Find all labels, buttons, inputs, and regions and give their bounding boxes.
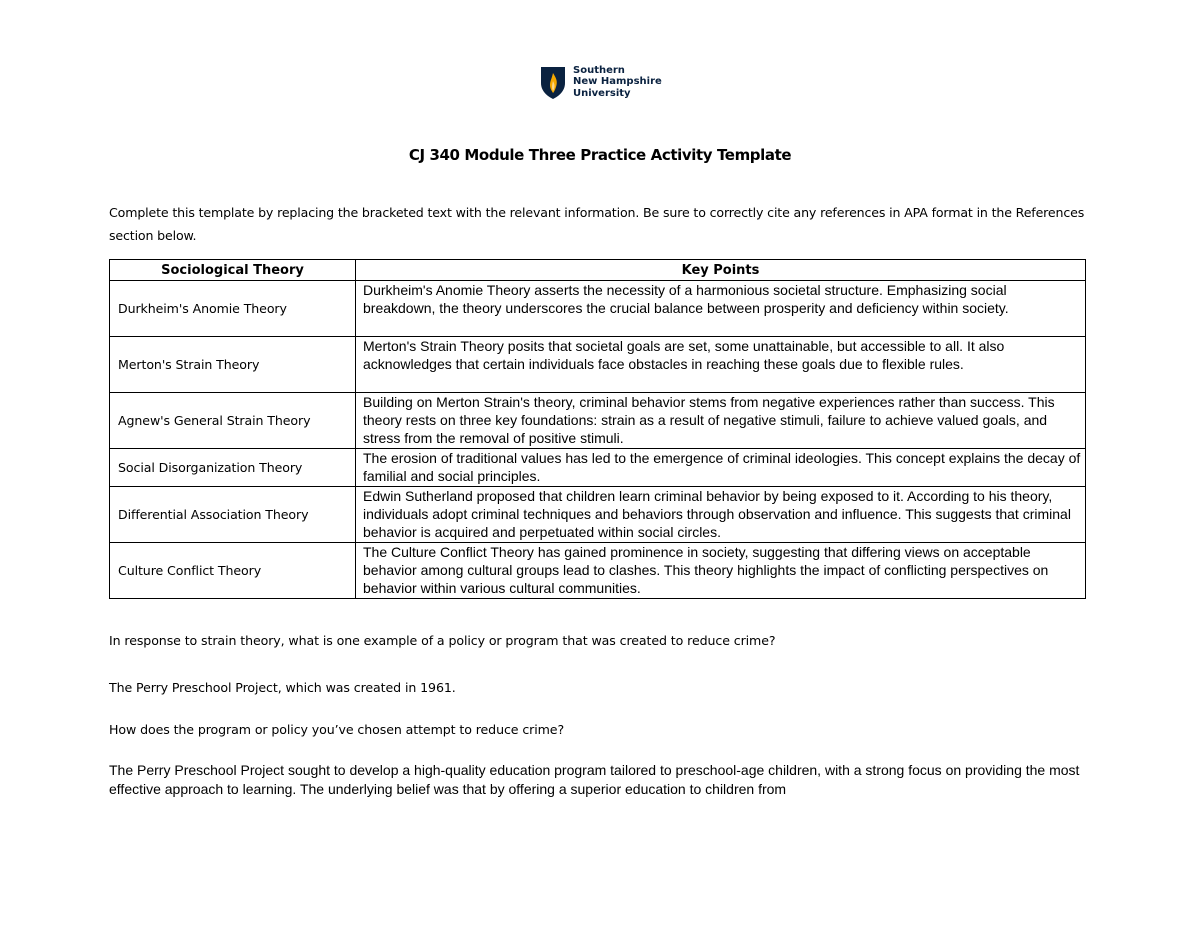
answer-2[interactable]: The Perry Preschool Project sought to develop a high-quality education program tailored to preschool-age children, with a strong focus on providing the most effective approach to learning. The underlying belief was that by offering a superior education to children from	[109, 762, 1080, 797]
theory-cell: Social Disorganization Theory	[110, 449, 356, 487]
logo-wordmark	[573, 65, 662, 99]
table-row	[110, 337, 1086, 393]
table-row	[110, 542, 1086, 598]
logo-line-2: New Hampshire	[573, 76, 662, 88]
table-row	[110, 393, 1086, 449]
question-2: How does the program or policy you’ve chosen attempt to reduce crime?	[109, 722, 565, 737]
answer-1[interactable]: The Perry Preschool Project, which was created in 1961.	[109, 680, 456, 695]
table-header-row	[110, 260, 1086, 281]
question-1: In response to strain theory, what is one example of a policy or program that was created to reduce crime?	[109, 633, 776, 648]
shield-flame-icon	[540, 66, 566, 100]
theory-cell: Merton's Strain Theory	[110, 337, 356, 393]
page-title: CJ 340 Module Three Practice Activity Template	[408, 146, 792, 164]
logo-line-1: Southern	[573, 65, 625, 76]
header-key-points: Key Points	[356, 260, 1086, 281]
table-row	[110, 449, 1086, 487]
key-points-cell[interactable]: The erosion of traditional values has led to the emergence of criminal ideologies. This concept explains the decay of familial and social principles.	[356, 449, 1086, 487]
table-row	[110, 281, 1086, 337]
theory-cell: Agnew's General Strain Theory	[110, 393, 356, 449]
table-row	[110, 487, 1086, 543]
header-sociological-theory: Sociological Theory	[110, 260, 356, 281]
theory-cell: Differential Association Theory	[110, 487, 356, 543]
logo-line-3: University	[573, 87, 631, 99]
snhu-logo	[540, 66, 662, 102]
key-points-cell[interactable]: Building on Merton Strain's theory, criminal behavior stems from negative experiences rather than success. This theory rests on three key foundations: strain as a result of negative stimuli, failure to achieve valued goals, and stress from the removal of positive stimuli.	[356, 393, 1086, 449]
key-points-cell[interactable]: Durkheim's Anomie Theory asserts the necessity of a harmonious societal structure. Emphasizing social breakdown, the theory underscores the crucial balance between prosperity and deficiency within society.	[356, 281, 1086, 337]
theory-cell: Durkheim's Anomie Theory	[110, 281, 356, 337]
key-points-cell[interactable]: The Culture Conflict Theory has gained prominence in society, suggesting that differing views on acceptable behavior among cultural groups lead to clashes. This theory highlights the impact of conflicting perspectives on behavior within various cultural communities.	[356, 542, 1086, 598]
intro-paragraph: Complete this template by replacing the bracketed text with the relevant information. Be sure to correctly cite any references in APA format in the References section below.	[109, 205, 1085, 243]
key-points-cell[interactable]: Merton's Strain Theory posits that societal goals are set, some unattainable, but accessible to all. It also acknowledges that certain individuals face obstacles in reaching these goals due to flexible rules.	[356, 337, 1086, 393]
key-points-cell[interactable]: Edwin Sutherland proposed that children learn criminal behavior by being exposed to it. According to his theory, individuals adopt criminal techniques and behaviors through observation and influence. This suggests that criminal behavior is acquired and perpetuated within social circles.	[356, 487, 1086, 543]
theory-cell: Culture Conflict Theory	[110, 542, 356, 598]
theory-table	[109, 259, 1086, 599]
